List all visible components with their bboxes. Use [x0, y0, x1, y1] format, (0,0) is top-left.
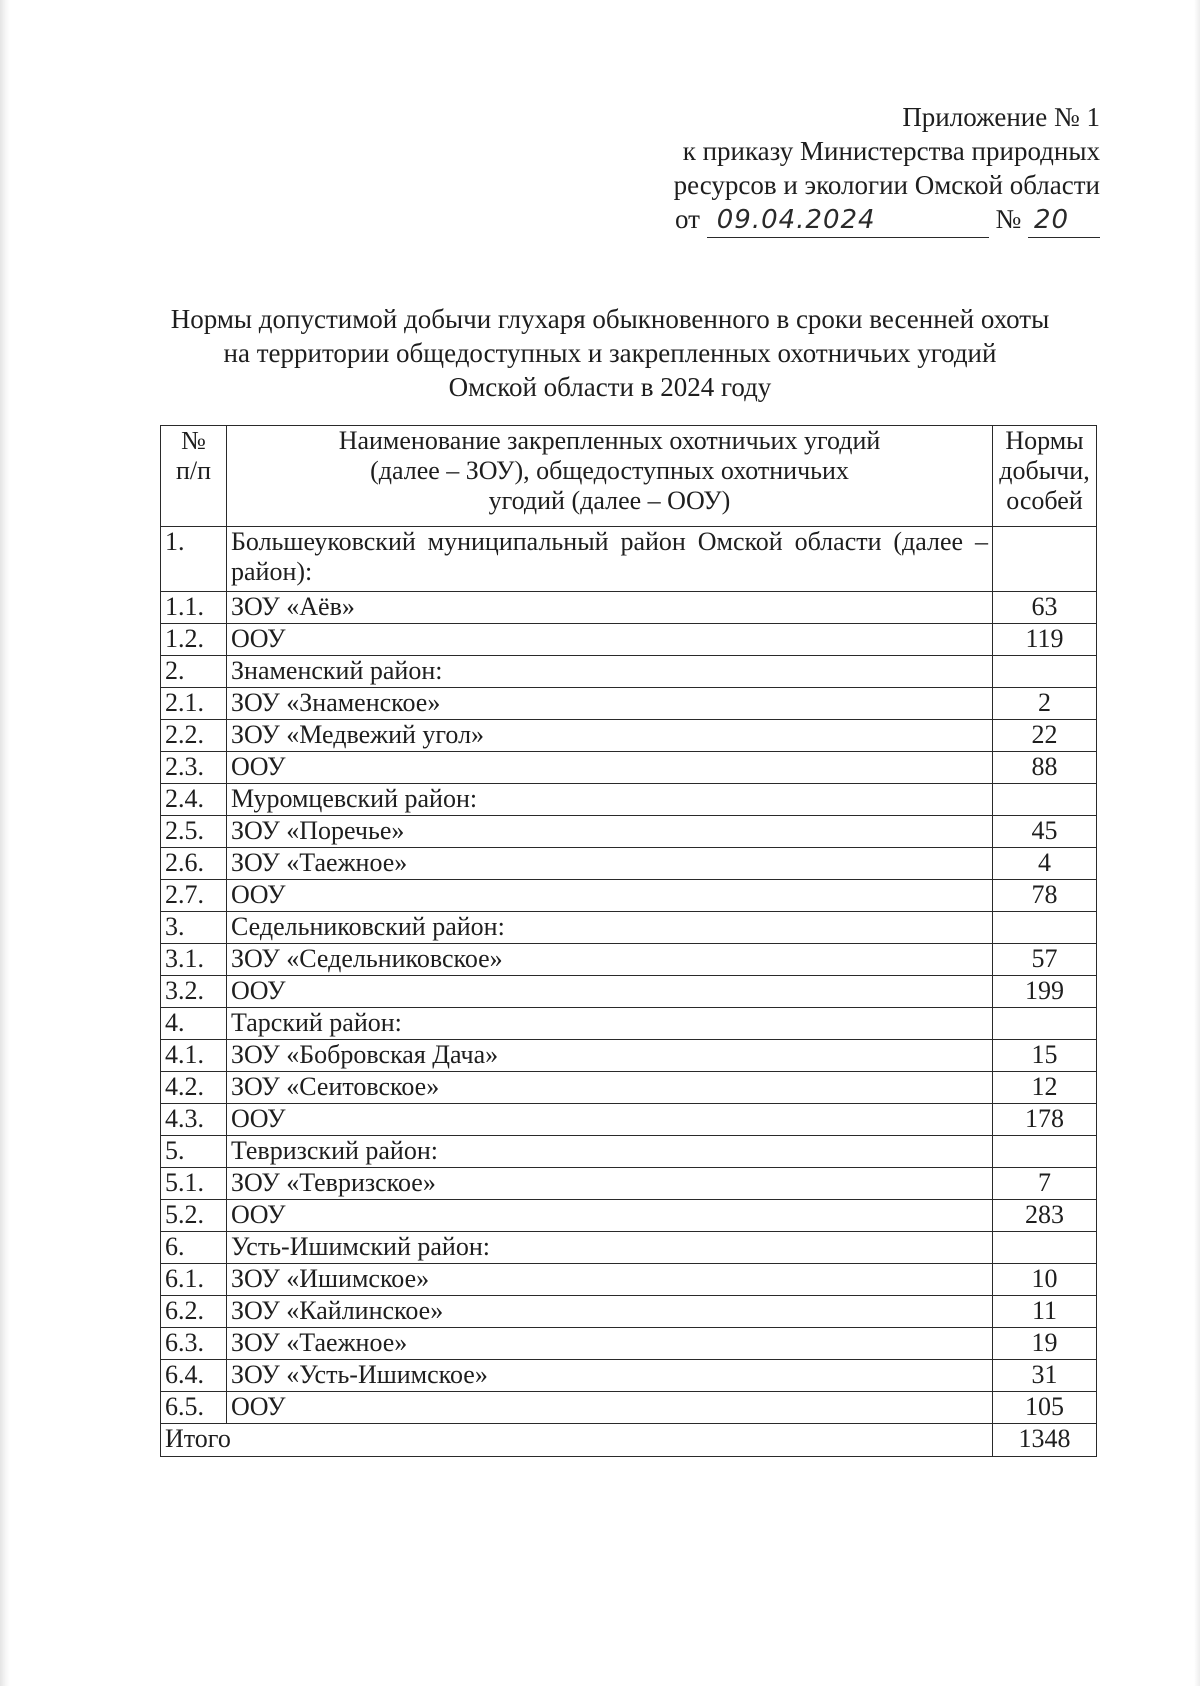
table-row [161, 624, 1097, 656]
table-row [161, 1072, 1097, 1104]
row-quota-value: 31 [993, 1360, 1097, 1392]
norms-table [160, 425, 1097, 1457]
table-row [161, 816, 1097, 848]
table-row [161, 944, 1097, 976]
row-quota-value [993, 784, 1097, 816]
row-number: 2.4. [161, 784, 227, 816]
row-number: 5.2. [161, 1200, 227, 1232]
handwritten-number: 20 [1028, 203, 1100, 238]
table-row [161, 1040, 1097, 1072]
row-number: 2.2. [161, 720, 227, 752]
row-quota-value: 283 [993, 1200, 1097, 1232]
row-number: 6. [161, 1232, 227, 1264]
total-label: Итого [161, 1424, 993, 1457]
table-row [161, 1168, 1097, 1200]
table-row [161, 688, 1097, 720]
row-number: 1.1. [161, 592, 227, 624]
table-row [161, 1392, 1097, 1424]
title-line-2: на территории общедоступных и закрепленных охотничьих угодий [223, 338, 997, 368]
row-quota-value [993, 1232, 1097, 1264]
row-number: 4. [161, 1008, 227, 1040]
row-quota-value: 78 [993, 880, 1097, 912]
row-quota-value: 15 [993, 1040, 1097, 1072]
row-number: 2. [161, 656, 227, 688]
row-quota-value [993, 1136, 1097, 1168]
row-hunting-ground: ООУ [227, 976, 993, 1008]
row-quota-value: 57 [993, 944, 1097, 976]
row-hunting-ground: ЗОУ «Таежное» [227, 848, 993, 880]
row-hunting-ground: Муромцевский район: [227, 784, 993, 816]
row-number: 6.3. [161, 1328, 227, 1360]
appendix-header [674, 100, 1100, 238]
row-hunting-ground: ЗОУ «Аёв» [227, 592, 993, 624]
row-hunting-ground: ООУ [227, 1392, 993, 1424]
row-number: 2.3. [161, 752, 227, 784]
row-quota-value [993, 656, 1097, 688]
row-hunting-ground: ООУ [227, 1200, 993, 1232]
table-header-row [161, 426, 1097, 527]
table-row [161, 656, 1097, 688]
table-row [161, 1232, 1097, 1264]
header-value-line-2: добычи, [999, 456, 1090, 485]
title-line-3: Омской области в 2024 году [448, 372, 772, 402]
row-quota-value: 105 [993, 1392, 1097, 1424]
row-quota-value: 12 [993, 1072, 1097, 1104]
appendix-line-3: ресурсов и экологии Омской области [673, 170, 1100, 200]
row-number: 1. [161, 527, 227, 592]
row-hunting-ground: Знаменский район: [227, 656, 993, 688]
row-hunting-ground: Седельниковский район: [227, 912, 993, 944]
header-num-line-2: п/п [175, 456, 212, 485]
row-quota-value: 2 [993, 688, 1097, 720]
title-line-1: Нормы допустимой добычи глухаря обыкновенного в сроки весенней охоты [170, 304, 1050, 334]
row-hunting-ground: ООУ [227, 624, 993, 656]
row-quota-value: 63 [993, 592, 1097, 624]
row-quota-value: 45 [993, 816, 1097, 848]
row-hunting-ground: ООУ [227, 1104, 993, 1136]
row-number: 2.6. [161, 848, 227, 880]
row-hunting-ground: ЗОУ «Усть-Ишимское» [227, 1360, 993, 1392]
row-number: 4.3. [161, 1104, 227, 1136]
appendix-date-row [674, 202, 1100, 238]
table-row [161, 720, 1097, 752]
header-value-line-1: Нормы [1005, 426, 1084, 455]
row-number: 3.1. [161, 944, 227, 976]
appendix-title: Приложение № 1 [902, 102, 1100, 132]
row-quota-value: 88 [993, 752, 1097, 784]
row-hunting-ground: ЗОУ «Сеитовское» [227, 1072, 993, 1104]
header-name-line-1: Наименование закрепленных охотничьих угодий [338, 426, 881, 455]
row-number: 3.2. [161, 976, 227, 1008]
row-quota-value: 178 [993, 1104, 1097, 1136]
table-row [161, 752, 1097, 784]
table-row [161, 784, 1097, 816]
row-quota-value [993, 912, 1097, 944]
row-quota-value: 11 [993, 1296, 1097, 1328]
row-number: 2.7. [161, 880, 227, 912]
row-quota-value [993, 527, 1097, 592]
table-row [161, 1104, 1097, 1136]
header-num [161, 426, 227, 527]
row-number: 5. [161, 1136, 227, 1168]
header-value [993, 426, 1097, 527]
table-row [161, 1008, 1097, 1040]
row-hunting-ground: ЗОУ «Кайлинское» [227, 1296, 993, 1328]
appendix-line-2: к приказу Министерства природных [682, 136, 1100, 166]
table-row [161, 1200, 1097, 1232]
row-number: 2.5. [161, 816, 227, 848]
row-hunting-ground: Тевризский район: [227, 1136, 993, 1168]
table-row [161, 976, 1097, 1008]
row-quota-value: 119 [993, 624, 1097, 656]
table-row [161, 848, 1097, 880]
row-number: 6.1. [161, 1264, 227, 1296]
row-number: 4.2. [161, 1072, 227, 1104]
table-body [161, 527, 1097, 1424]
table-row [161, 1264, 1097, 1296]
row-hunting-ground: ЗОУ «Бобровская Дача» [227, 1040, 993, 1072]
row-number: 5.1. [161, 1168, 227, 1200]
table-row [161, 1328, 1097, 1360]
table-row [161, 527, 1097, 592]
row-hunting-ground: ЗОУ «Медвежий угол» [227, 720, 993, 752]
row-number: 2.1. [161, 688, 227, 720]
header-num-line-1: № [181, 426, 206, 455]
row-number: 4.1. [161, 1040, 227, 1072]
row-hunting-ground: Большеуковский муниципальный район Омской области (далее – район): [227, 527, 993, 592]
row-number: 6.2. [161, 1296, 227, 1328]
header-name-line-3: угодий (далее – ООУ) [488, 486, 731, 515]
document-title [150, 302, 1070, 404]
header-name-line-2: (далее – ЗОУ), общедоступных охотничьих [370, 456, 849, 485]
row-hunting-ground: Тарский район: [227, 1008, 993, 1040]
scan-edge-left [0, 0, 10, 1686]
row-quota-value: 4 [993, 848, 1097, 880]
table-row [161, 880, 1097, 912]
table-row [161, 912, 1097, 944]
row-hunting-ground: ЗОУ «Тевризское» [227, 1168, 993, 1200]
handwritten-date: 09.04.2024 [707, 203, 989, 238]
row-quota-value: 22 [993, 720, 1097, 752]
header-name [227, 426, 993, 527]
row-hunting-ground: ЗОУ «Ишимское» [227, 1264, 993, 1296]
row-number: 3. [161, 912, 227, 944]
table-row [161, 1360, 1097, 1392]
row-quota-value: 19 [993, 1328, 1097, 1360]
row-quota-value [993, 1008, 1097, 1040]
header-value-line-3: особей [1006, 486, 1083, 515]
row-number: 6.4. [161, 1360, 227, 1392]
table-row [161, 592, 1097, 624]
number-prefix: № [995, 204, 1022, 234]
row-number: 6.5. [161, 1392, 227, 1424]
row-hunting-ground: ООУ [227, 880, 993, 912]
row-quota-value: 199 [993, 976, 1097, 1008]
date-prefix: от [675, 204, 700, 234]
row-hunting-ground: Усть-Ишимский район: [227, 1232, 993, 1264]
row-hunting-ground: ЗОУ «Поречье» [227, 816, 993, 848]
scan-edge-right [1194, 0, 1200, 1686]
total-value: 1348 [993, 1424, 1097, 1457]
row-number: 1.2. [161, 624, 227, 656]
table-row [161, 1296, 1097, 1328]
table-row [161, 1136, 1097, 1168]
row-hunting-ground: ЗОУ «Таежное» [227, 1328, 993, 1360]
row-hunting-ground: ЗОУ «Седельниковское» [227, 944, 993, 976]
table-total-row [161, 1424, 1097, 1457]
row-hunting-ground: ЗОУ «Знаменское» [227, 688, 993, 720]
row-hunting-ground: ООУ [227, 752, 993, 784]
row-quota-value: 10 [993, 1264, 1097, 1296]
row-quota-value: 7 [993, 1168, 1097, 1200]
